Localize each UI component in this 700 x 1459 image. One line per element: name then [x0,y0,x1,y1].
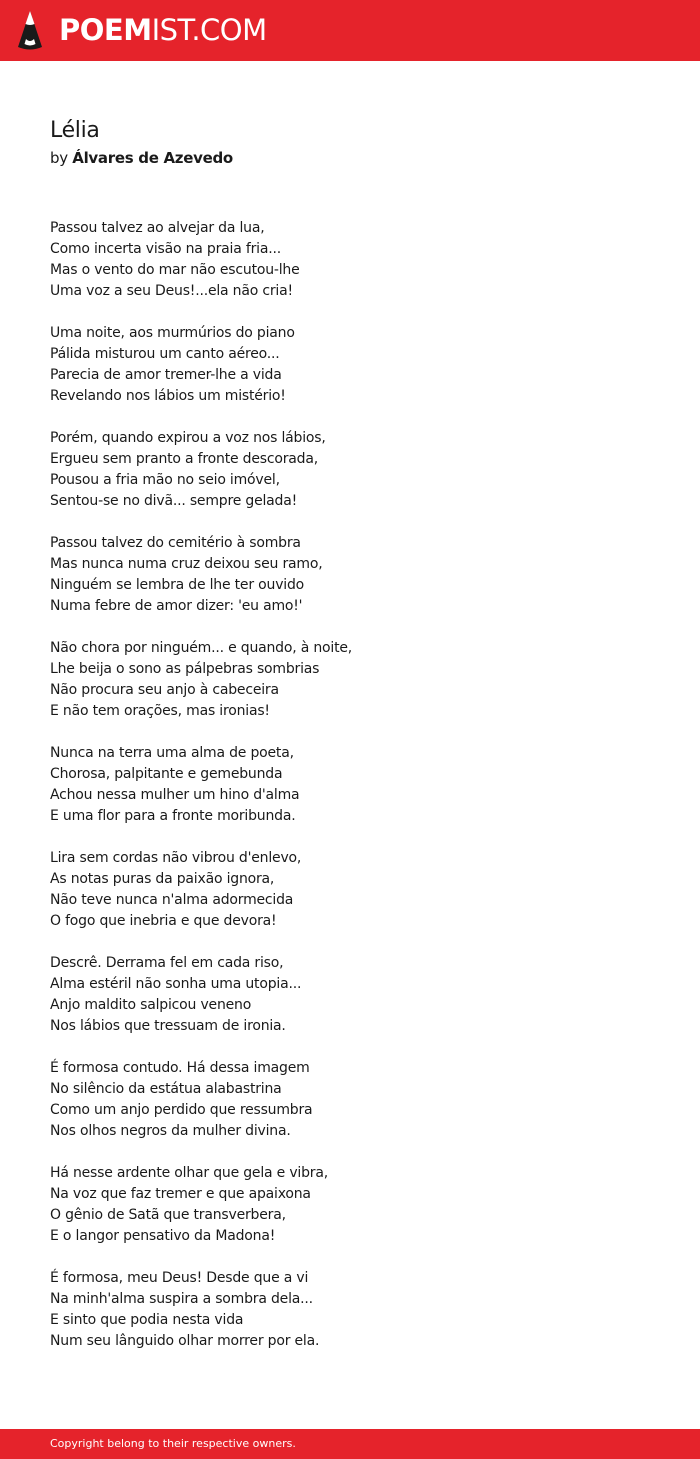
poem-line: O gênio de Satã que transverbera, [50,1207,286,1223]
poem-line: O fogo que inebria e que devora! [50,913,277,929]
poem-line: Nos olhos negros da mulher divina. [50,1123,291,1139]
poem-stanza [50,218,650,302]
poem-line: E uma flor para a fronte moribunda. [50,808,296,824]
poem-line: Uma noite, aos murmúrios do piano [50,325,295,341]
poem-stanza [50,428,650,512]
poem-line: As notas puras da paixão ignora, [50,871,275,887]
poem-line: Ninguém se lembra de lhe ter ouvido [50,577,305,593]
poem-line: Pousou a fria mão no seio imóvel, [50,472,280,488]
poem-line: É formosa, meu Deus! Desde que a vi [50,1270,309,1286]
poem-line: Na voz que faz tremer e que apaixona [50,1186,311,1202]
poem-line: E não tem orações, mas ironias! [50,703,270,719]
poem-author: Álvares de Azevedo [72,149,233,167]
poem-line: Nunca na terra uma alma de poeta, [50,745,294,761]
poem-line: Há nesse ardente olhar que gela e vibra, [50,1165,328,1181]
poem-body [50,218,650,1352]
poem-line: Sentou-se no divã... sempre gelada! [50,493,298,509]
poem-line: Lhe beija o sono as pálpebras sombrias [50,661,320,677]
poem-line: Chorosa, palpitante e gemebunda [50,766,283,782]
logo-bold-part: POEM [59,13,152,47]
poem-stanza [50,1268,650,1352]
logo-light-part: IST.COM [151,13,267,47]
poem-stanza [50,533,650,617]
poem-line: No silêncio da estátua alabastrina [50,1081,282,1097]
poem-line: Anjo maldito salpicou veneno [50,997,252,1013]
poem-stanza [50,848,650,932]
poem-stanza [50,953,650,1037]
poem-line: E o langor pensativo da Madona! [50,1228,276,1244]
poem-line: Como um anjo perdido que ressumbra [50,1102,313,1118]
poem-line: Mas o vento do mar não escutou-lhe [50,262,300,278]
poem-stanza [50,323,650,407]
poem-line: E sinto que podia nesta vida [50,1312,244,1328]
poem-line: Nos lábios que tressuam de ironia. [50,1018,286,1034]
poem-line: Não procura seu anjo à cabeceira [50,682,279,698]
poem-content [50,117,650,1373]
poem-line: Numa febre de amor dizer: 'eu amo!' [50,598,303,614]
poem-stanza [50,1058,650,1142]
poem-line: Descrê. Derrama fel em cada riso, [50,955,284,971]
poem-byline [50,148,650,168]
site-footer [0,1429,700,1459]
poem-line: Revelando nos lábios um mistério! [50,388,286,404]
poem-line: Porém, quando expirou a voz nos lábios, [50,430,326,446]
poem-stanza [50,743,650,827]
copyright-text: Copyright belong to their respective owners. [50,1437,296,1450]
by-label: by [50,149,68,167]
poem-line: Achou nessa mulher um hino d'alma [50,787,300,803]
poem-line: Na minh'alma suspira a sombra dela... [50,1291,313,1307]
poem-line: Passou talvez do cemitério à sombra [50,535,301,551]
poem-line: Não teve nunca n'alma adormecida [50,892,294,908]
poem-line: Pálida misturou um canto aéreo... [50,346,280,362]
pencil-tip-icon [17,10,43,52]
poem-line: Passou talvez ao alvejar da lua, [50,220,265,236]
poem-title: Lélia [50,118,100,143]
poem-stanza [50,638,650,722]
poem-line: Lira sem cordas não vibrou d'enlevo, [50,850,302,866]
poem-line: Num seu lânguido olhar morrer por ela. [50,1333,320,1349]
poem-line: Como incerta visão na praia fria... [50,241,281,257]
poem-line: Não chora por ninguém... e quando, à noite, [50,640,353,656]
poem-line: Mas nunca numa cruz deixou seu ramo, [50,556,323,572]
poem-stanza [50,1163,650,1247]
poem-line: Uma voz a seu Deus!...ela não cria! [50,283,293,299]
site-logo-text [59,13,267,47]
poem-line: É formosa contudo. Há dessa imagem [50,1060,310,1076]
poem-line: Parecia de amor tremer-lhe a vida [50,367,282,383]
poem-line: Alma estéril não sonha uma utopia... [50,976,302,992]
poem-line: Ergueu sem pranto a fronte descorada, [50,451,318,467]
site-header [0,0,700,61]
site-logo-link[interactable] [17,10,267,52]
